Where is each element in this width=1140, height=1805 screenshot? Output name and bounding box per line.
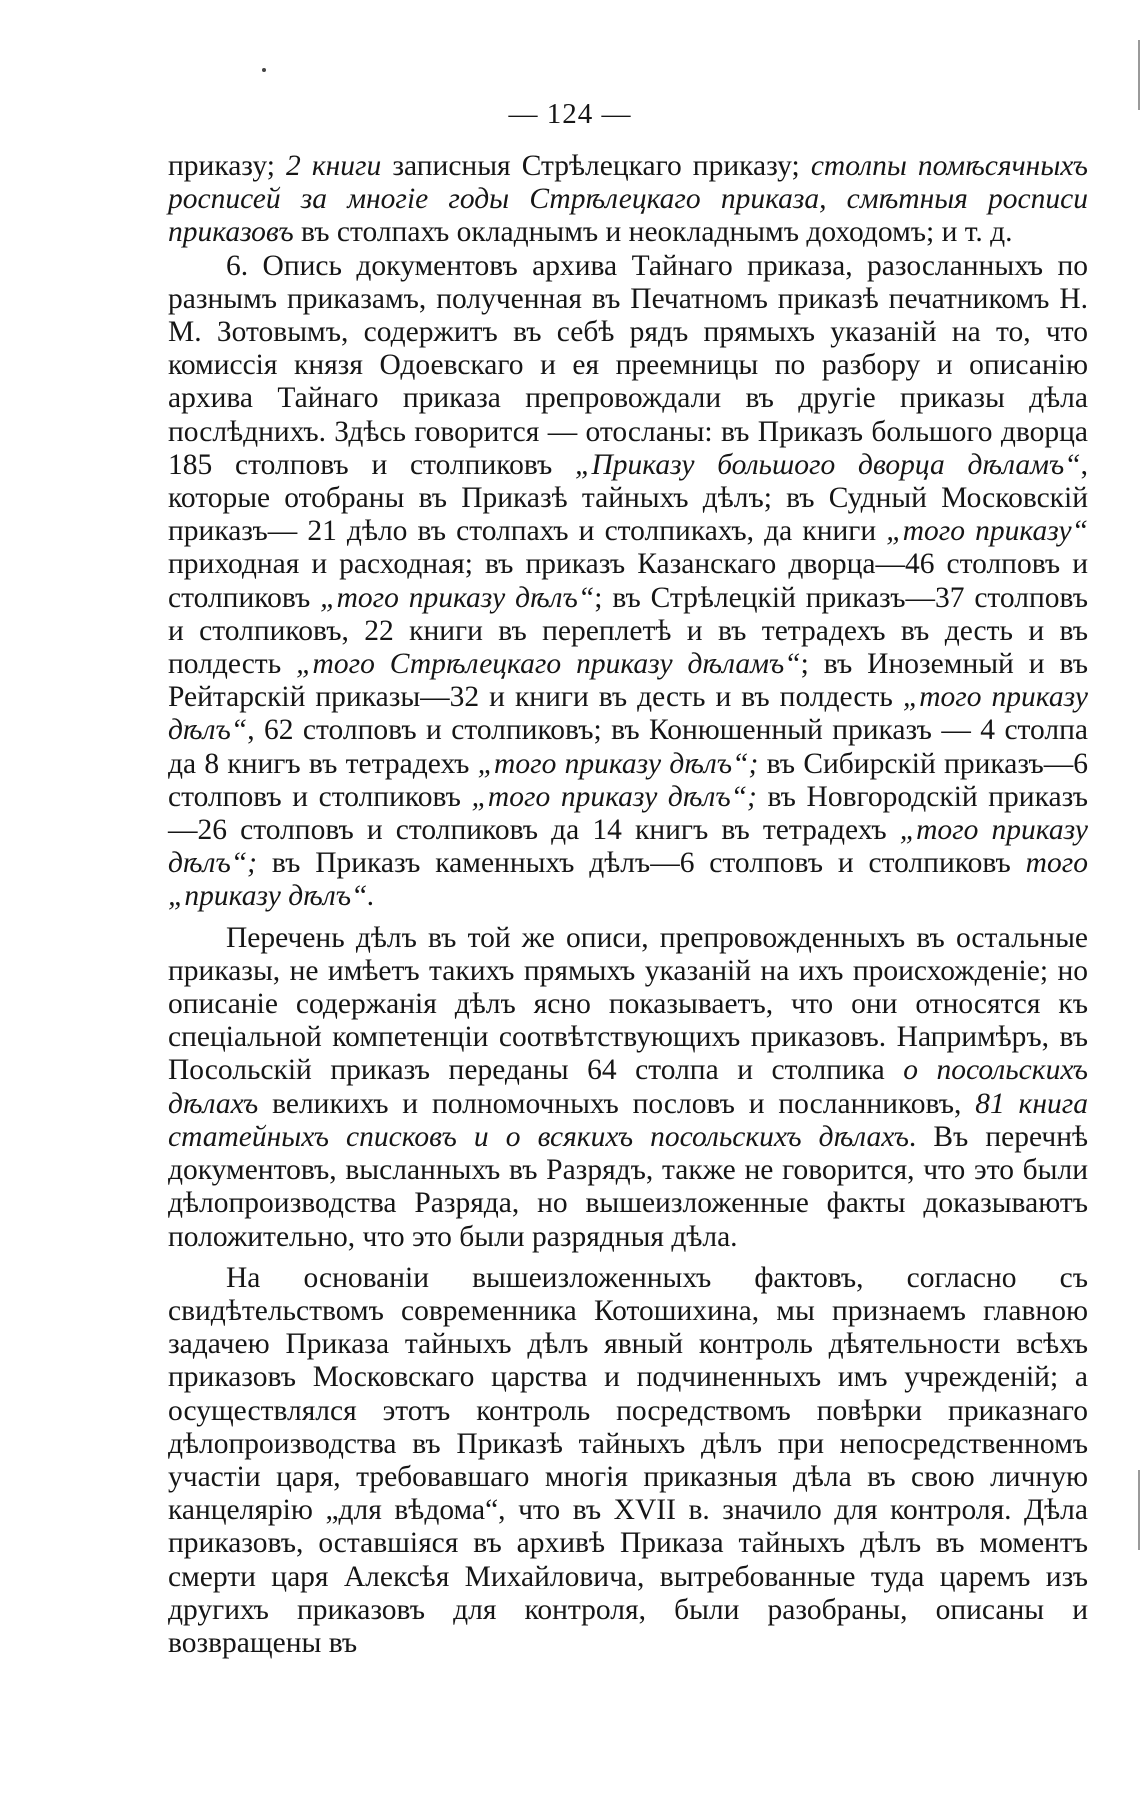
text-run: , которые отобраны въ Приказѣ тайныхъ дѣлъ; въ Судный Московскій приказъ— 21 дѣло въ столпахъ и столпикахъ, да книги [168, 448, 1088, 548]
italic-text: „того приказу дѣлъ“ [168, 681, 1088, 747]
italic-text: „того приказу дѣлъ“; [477, 747, 759, 780]
text-run: На основаніи вышеизложенныхъ фактовъ, согласно съ свидѣтельствомъ современника Котошихина, мы признаемъ главною задачею Приказа тайныхъ дѣлъ явный контроль дѣятельности всѣхъ приказовъ Московскаго царства и подчиненныхъ имъ учрежденій; а осуществлялся этотъ контроль посредствомъ повѣрки приказнаго дѣлопроизводства въ Приказѣ тайныхъ дѣлъ при непосредственномъ участіи царя, требовавшаго многія приказныя дѣла въ свою личную канцелярію „для вѣдома“, что въ XVII в. значило для контроля. Дѣла приказовъ, оставшіяся въ архивѣ Приказа тайныхъ дѣлъ въ моментъ смерти царя Алексѣя Михайловича, вытребованные туда царемъ изъ другихъ приказовъ для контроля, были разобраны, описаны и возвращены въ [168, 1261, 1088, 1659]
text-run: 6. Опись документовъ архива Тайнаго приказа, разосланныхъ по разнымъ приказамъ, полученная въ Печатномъ приказѣ печатникомъ Н. М. Зотовымъ, содержитъ въ себѣ рядъ прямыхъ указаній на то, что комиссія князя Одоевскаго и ея преемницы по разбору и описанію архива Тайнаго приказа препровождали въ другіе приказы дѣла послѣднихъ. Здѣсь говорится — отосланы: въ Приказъ большого дворца 185 столповъ и столпиковъ [168, 249, 1088, 481]
text-run: . Въ перечнѣ документовъ, высланныхъ въ Разрядъ, также не говорится, что это были дѣлопроизводства Разряда, но вышеизложенные факты доказываютъ положительно, что это были разрядныя дѣла. [168, 1120, 1088, 1253]
scan-speck [262, 68, 266, 72]
text-run: , 62 столповъ и столпиковъ; въ Конюшенный приказъ — 4 столпа да 8 книгъ въ тетрадехъ [168, 714, 1088, 780]
italic-text: „того приказу дѣлъ“; [168, 814, 1088, 880]
italic-text: „того приказу“ [886, 515, 1089, 548]
italic-text: 81 книга статейныхъ списковъ и о всякихъ посольскихъ дѣлахъ [168, 1087, 1088, 1153]
text-run: записныя Стрѣлецкаго приказу; [381, 150, 811, 182]
page-number: — 124 — [508, 98, 632, 130]
paragraph [168, 150, 1088, 250]
text-run: приказу; [168, 150, 286, 182]
text-run: въ Приказъ каменныхъ дѣлъ—6 столповъ и столпиковъ [257, 847, 1026, 880]
paragraph [168, 922, 1088, 1254]
text-run: великихъ и полномочныхъ пословъ и посланниковъ, [258, 1087, 976, 1120]
body-text [168, 150, 1088, 1660]
italic-text: „того приказу дѣлъ“; [471, 780, 757, 813]
text-run: въ Новгородскій приказъ—26 столповъ и столпиковъ да 14 книгъ въ тетрадехъ [168, 780, 1088, 847]
italic-text: 2 книги [286, 150, 382, 182]
italic-text: того „приказу дѣлъ“. [168, 847, 1088, 913]
italic-text: „того приказу дѣлъ“ [320, 581, 595, 614]
text-run: въ столпахъ окладнымъ и неокладнымъ доходомъ; и т. д. [293, 216, 1013, 249]
text-run: ; въ Иноземный и въ Рейтарскій приказы—32 и книги въ десть и въ полдесть [168, 648, 1088, 714]
italic-text: о посольскихъ дѣлахъ [168, 1054, 1088, 1120]
italic-text: „Приказу большого дворца дѣламъ“ [575, 448, 1081, 481]
text-run: Перечень дѣлъ въ той же описи, препровожденныхъ въ остальные приказы, не имѣетъ такихъ прямыхъ указаній на ихъ происхожденіе; но описаніе содержанія дѣлъ ясно показываетъ, что они относятся къ спеціальной компетенціи соотвѣтствующихъ приказовъ. Напримѣръ, въ Посольскій приказъ переданы 64 столпа и столпика [168, 921, 1088, 1087]
text-run: въ Сибирскій приказъ—6 столповъ и столпиковъ [168, 747, 1088, 813]
italic-text: „того Стрѣлецкаго приказу дѣламъ“ [296, 648, 801, 681]
paragraph [168, 1262, 1088, 1660]
text-run: приходная и расходная; въ приказъ Казанскаго дворца—46 столповъ и столпиковъ [168, 548, 1088, 614]
italic-text: столпы помѣсячныхъ росписей за многіе годы Стрѣлецкаго приказа, смѣтныя росписи приказовъ [168, 150, 1088, 249]
text-run: ; въ Стрѣлецкій приказъ—37 столповъ и столпиковъ, 22 книги въ переплетѣ и въ тетрадехъ въ десть и въ полдесть [168, 581, 1088, 681]
paragraph [168, 250, 1088, 914]
